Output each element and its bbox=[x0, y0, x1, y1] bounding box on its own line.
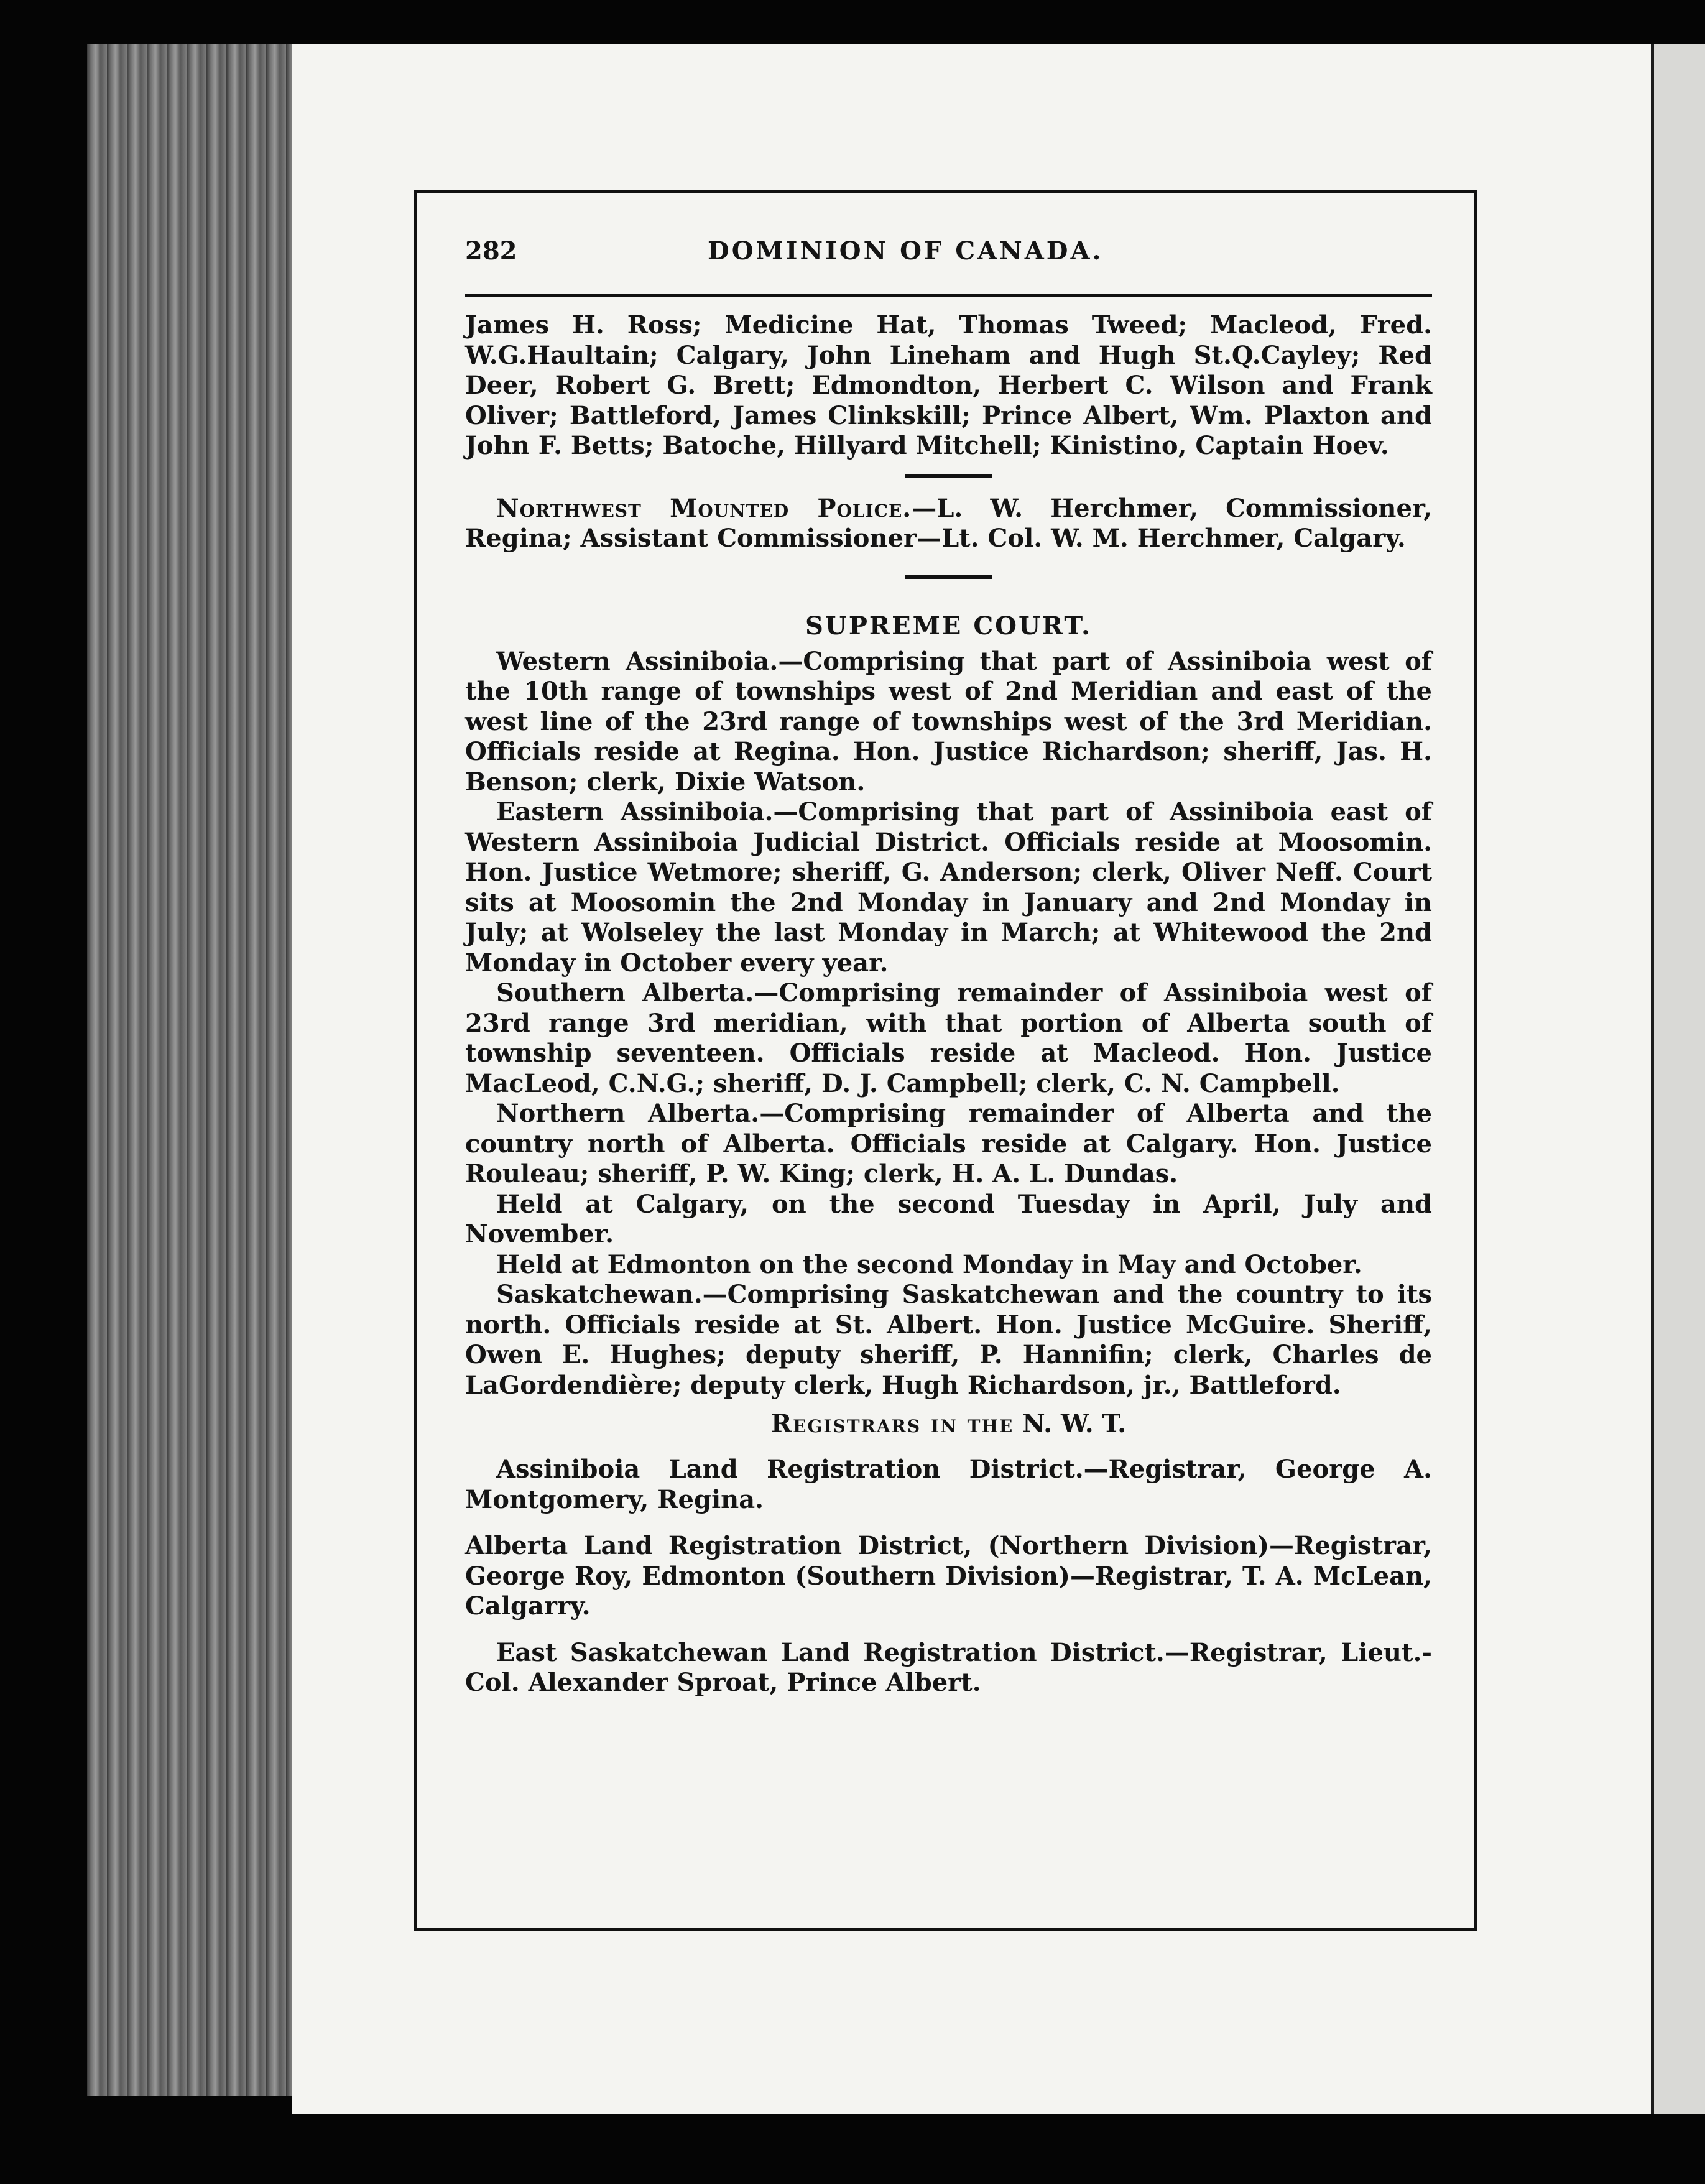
saskatchewan-paragraph: Saskatchewan.—Comprising Saskatchewan and the country to its north. Officials reside at St. Albert. Hon. Justice McGuire. Sheriff, Owen E. Hughes; deputy sheriff, P. Hannifin; clerk, Charles de LaGordendière; deputy clerk, Hugh Richardson, jr., Battleford. bbox=[465, 1280, 1432, 1400]
held-calgary-paragraph: Held at Calgary, on the second Tuesday in April, July and November. bbox=[465, 1189, 1432, 1249]
registrars-heading bbox=[465, 1409, 1432, 1438]
east-saskatchewan-land-paragraph: East Saskatchewan Land Registration District.—Registrar, Lieut.-Col. Alexander Sproat, Prince Albert. bbox=[465, 1637, 1432, 1697]
assiniboia-land-paragraph: Assiniboia Land Registration District.—Registrar, George A. Montgomery, Regina. bbox=[465, 1455, 1432, 1514]
alberta-land-paragraph: Alberta Land Registration District, (Northern Division)—Registrar, George Roy, Edmonton (Southern Division)—Registrar, T. A. McLean, Calgarry. bbox=[465, 1531, 1432, 1621]
police-body: —L. W. Herchmer, Commissioner, Regina; Assistant Commissioner—Lt. Col. W. M. Herchmer, Calgary. bbox=[465, 493, 1432, 553]
book-page-edges bbox=[87, 44, 298, 2096]
police-paragraph bbox=[465, 494, 1432, 554]
police-lead: Northwest Mounted Police. bbox=[496, 493, 912, 523]
running-head-title: DOMINION OF CANADA. bbox=[708, 236, 1104, 266]
section-divider bbox=[905, 474, 992, 478]
supreme-court-heading: SUPREME COURT. bbox=[805, 611, 1092, 641]
page-text bbox=[465, 236, 1432, 1698]
page-number: 282 bbox=[465, 236, 517, 266]
western-assiniboia-paragraph: Western Assiniboia.—Comprising that part of Assiniboia west of the 10th range of townships west of 2nd Meridian and east of the west line of the 23rd range of townships west of the 3rd Meridian. Officials reside at Regina. Hon. Justice Richardson; sheriff, Jas. H. Benson; clerk, Dixie Watson. bbox=[465, 646, 1432, 797]
next-page-strip bbox=[1654, 44, 1705, 2114]
section-divider bbox=[905, 575, 992, 579]
northern-alberta-paragraph: Northern Alberta.—Comprising remainder of Alberta and the country north of Alberta. Officials reside at Calgary. Hon. Justice Rouleau; sheriff, P. W. King; clerk, H. A. L. Dundas. bbox=[465, 1099, 1432, 1188]
eastern-assiniboia-paragraph: Eastern Assiniboia.—Comprising that part of Assiniboia east of Western Assiniboia Judicial District. Officials reside at Moosomin. Hon. Justice Wetmore; sheriff, G. Anderson; clerk, Oliver Neff. Court sits at Moosomin the 2nd Monday in January and 2nd Monday in July; at Wolseley the last Monday in March; at Whitewood the 2nd Monday in October every year. bbox=[465, 797, 1432, 978]
running-head bbox=[465, 236, 1432, 267]
registrars-heading-lead: Registrars in the bbox=[770, 1409, 1014, 1438]
head-rule bbox=[465, 294, 1432, 297]
agents-paragraph: James H. Ross; Medicine Hat, Thomas Tweed; Macleod, Fred. W.G.Haultain; Calgary, John Lineham and Hugh St.Q.Cayley; Red Deer, Robert G. Brett; Edmondton, Herbert C. Wilson and Frank Oliver; Battleford, James Clinkskill; Prince Albert, Wm. Plaxton and John F. Betts; Batoche, Hillyard Mitchell; Kinistino, Captain Hoev. bbox=[465, 310, 1432, 460]
held-edmonton-paragraph: Held at Edmonton on the second Monday in May and October. bbox=[496, 1249, 1362, 1279]
southern-alberta-paragraph: Southern Alberta.—Comprising remainder of Assiniboia west of 23rd range 3rd meridian, with that portion of Alberta south of township seventeen. Officials reside at Macleod. Hon. Justice MacLeod, C.N.G.; sheriff, D. J. Campbell; clerk, C. N. Campbell. bbox=[465, 978, 1432, 1098]
registrars-heading-tail: N. W. T. bbox=[1022, 1409, 1127, 1438]
